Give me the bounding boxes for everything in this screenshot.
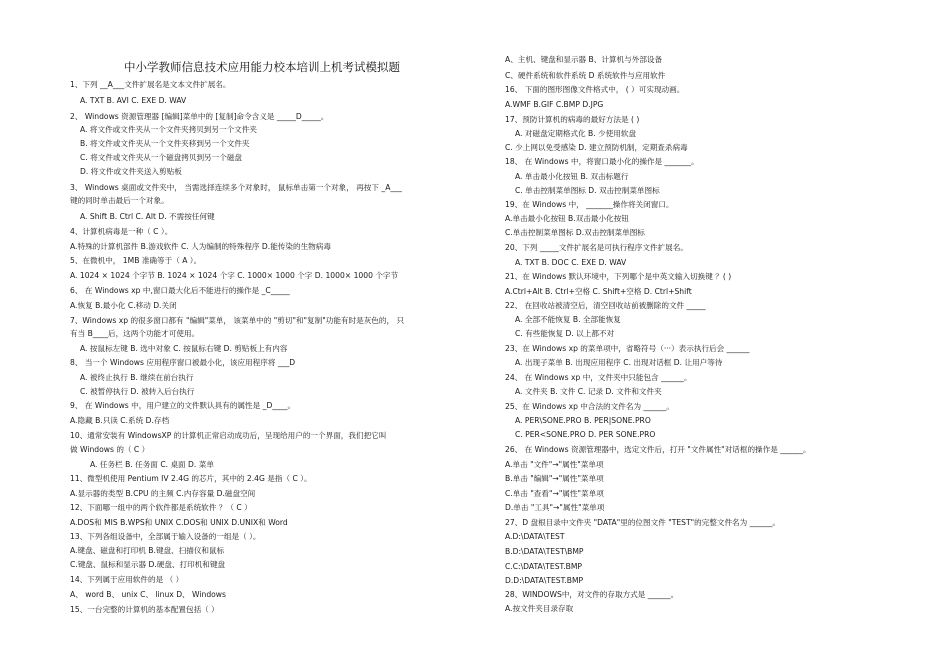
question-line: A.隐藏 B.只读 C.系统 D.存档 xyxy=(70,416,170,425)
question-line: C. 将文件或文件夹从一个磁盘拷贝到另一个磁盘 xyxy=(80,153,243,162)
question-line: B.单击 "编辑"→"属性"菜单项 xyxy=(505,474,604,483)
question-line: C.单击 "查看"→"属性"菜单项 xyxy=(505,489,604,498)
question-line: A.键盘、磁盘和打印机 B.键盘、扫描仪和鼠标 xyxy=(70,546,225,555)
question-line: A. Shift B. Ctrl C. Alt D. 不需按任何键 xyxy=(80,212,215,221)
question-line: 做 Windows 的（ C ） xyxy=(70,445,150,454)
question-line: 8、 当一个 Windows 应用程序窗口被最小化，该应用程序将 ___D xyxy=(70,358,296,367)
question-line: 19、在 Windows 中， _______操作将关闭窗口。 xyxy=(505,200,674,209)
question-line: 15、一台完整的计算机的基本配置包括（ ） xyxy=(70,605,219,614)
question-line: D.单击 "工具"→"属性"菜单项 xyxy=(505,503,605,512)
question-line: 18、 在 Windows 中，将窗口最小化的操作是 _______。 xyxy=(505,157,699,166)
question-line: 24、 在 Windows xp 中，文件夹中只能包含 ______。 xyxy=(505,373,692,382)
question-line: A.显示器的类型 B.CPU 的主频 C.内存容量 D.磁盘空间 xyxy=(70,489,256,498)
question-line: A.D:\DATA\TEST xyxy=(505,532,565,541)
question-line: A. 对磁盘定期格式化 B. 少使用软盘 xyxy=(515,129,637,138)
question-line: 21、在 Windows 默认环境中，下列哪个是中英文输入切换键 ？( ) xyxy=(505,272,732,281)
question-line: A.特殊的计算机部件 B.游戏软件 C. 人为编制的特殊程序 D.能传染的生物病毒 xyxy=(70,242,331,251)
question-line: C. 单击控制菜单图标 D. 双击控制菜单图标 xyxy=(515,186,660,195)
question-line: 有当 B____后，这两个功能才可使用。 xyxy=(70,329,200,338)
question-line: A.单击 "文件"→"属性"菜单项 xyxy=(505,460,604,469)
question-line: A、 word B、 unix C、 linux D、 Windows xyxy=(70,590,226,599)
question-line: 6、 在 Windows xp 中,窗口最大化后不能进行的操作是 _C_____ xyxy=(70,286,290,295)
question-line: 14、下列属于应用软件的是 （ ） xyxy=(70,575,184,584)
question-line: A. TXT B. AVI C. EXE D. WAV xyxy=(80,96,187,105)
question-line: A.Ctrl+Alt B. Ctrl+空格 C. Shift+空格 D. Ctrl+Shift xyxy=(505,287,692,296)
question-line: A. 全部不能恢复 B. 全部能恢复 xyxy=(515,315,621,324)
question-line: 3、 Windows 桌面或文件夹中， 当需选择连续多个对象时， 鼠标单击第一个对象， 再按下 _A___ xyxy=(70,183,402,192)
question-line: C. 少上网以免受感染 D. 建立预防机制，定期查杀病毒 xyxy=(505,143,688,152)
question-line: C. 被暂停执行 D. 被转入后台执行 xyxy=(80,387,195,396)
question-line: A.按文件夹目录存取 xyxy=(505,604,574,613)
question-line: A. 被终止执行 B. 继续在前台执行 xyxy=(80,373,194,382)
question-line: C. 有些能恢复 D. 以上都不对 xyxy=(515,329,615,338)
question-line: 23、在 Windows xp 的菜单项中，省略符号（···）表示执行后会 ______ xyxy=(505,344,750,353)
question-line: C、硬件系统和软件系统 D 系统软件与应用软件 xyxy=(505,71,666,80)
question-line: 2、 Windows 资源管理器 [编辑]菜单中的 [复制]命令含义是 _____D_____。 xyxy=(70,112,329,121)
question-line: A. 将文件或文件夹从一个文件夹拷贝到另一个文件夹 xyxy=(80,125,257,134)
question-line: 7、Windows xp 的很多窗口都有 "编辑"菜单， 该菜单中的 "剪切"和"复制"功能有时是灰色的， 只 xyxy=(70,316,405,325)
question-line: 25、在 Windows xp 中合法的文件名为 ______。 xyxy=(505,402,674,411)
question-line: A.单击最小化按钮 B.双击最小化按钮 xyxy=(505,214,629,223)
question-line: A. 1024 × 1024 个字节 B. 1024 × 1024 个字 C. 1000× 1000 个字 D. 1000× 1000 个字节 xyxy=(70,271,399,280)
question-line: 4、计算机病毒是一种（ C ）。 xyxy=(70,227,173,236)
question-line: 22、 在回收站被清空后，清空回收站前被删除的文件 _____ xyxy=(505,301,706,310)
question-line: 11、微型机使用 Pentium IV 2.4G 的芯片，其中的 2.4G 是指（ C ）。 xyxy=(70,474,312,483)
question-line: A. 文件夹 B. 文件 C. 记录 D. 文件和文件夹 xyxy=(515,387,662,396)
question-line: 1、下列 __A___文件扩展名是文本文件扩展名。 xyxy=(70,80,231,89)
question-line: D.D:\DATA\TEST.BMP xyxy=(505,576,584,585)
question-line: 键的同时单击最后一个对象。 xyxy=(70,196,169,205)
question-line: A.恢复 B.最小化 C.移动 D.关闭 xyxy=(70,301,177,310)
question-line: 9、 在 Windows 中，用户建立的文件默认具有的属性是 _D____。 xyxy=(70,401,296,410)
question-line: C.单击控制菜单图标 D.双击控制菜单图标 xyxy=(505,228,645,237)
question-line: A. 单击最小化按钮 B. 双击标题行 xyxy=(515,172,629,181)
question-line: 10、通常安装有 WindowsXP 的计算机正常启动成功后，呈现给用户的一个界面，我们把它叫 xyxy=(70,431,387,440)
question-line: 12、下面哪一组中的两个软件都是系统软件 ？（ C ） xyxy=(70,503,252,512)
question-line: B. 将文件或文件夹从一个文件夹移到另一个文件夹 xyxy=(80,139,250,148)
question-line: 13、下列各组设备中，全部属于输入设备的一组是（ ）。 xyxy=(70,532,261,541)
question-line: A.DOS和 MIS B.WPS和 UNIX C.DOS和 UNIX D.UNIX和 Word xyxy=(70,518,288,527)
question-line: A. TXT B. DOC C. EXE D. WAV xyxy=(515,258,627,267)
question-line: 26、 在 Windows 资源管理器中，选定文件后，打开 "文件属性"对话框的操作是 ______。 xyxy=(505,445,811,454)
question-line: A. PER\SONE.PRO B. PER|SONE.PRO xyxy=(515,416,651,425)
question-line: 27、D 盘根目录中文件夹 "DATA"里的位图文件 "TEST"的完整文件名为 ______。 xyxy=(505,518,781,527)
exam-title: 中小学教师信息技术应用能力校本培训上机考试模拟题 xyxy=(124,60,400,74)
question-line: A. 任务栏 B. 任务面 C. 桌面 D. 菜单 xyxy=(90,460,214,469)
question-line: A. 按鼠标左键 B. 选中对象 C. 按鼠标右键 D. 剪贴板上有内容 xyxy=(80,344,288,353)
question-line: A、主机、键盘和显示器 B、计算机与外部设备 xyxy=(505,55,663,64)
question-line: 20、下列 _____文件扩展名是可执行程序文件扩展名。 xyxy=(505,243,688,252)
question-line: A.WMF B.GIF C.BMP D.JPG xyxy=(505,100,604,109)
question-line: 16、 下面的图形图像文件格式中， ( ）可实现动画。 xyxy=(505,85,685,94)
question-line: C.键盘、鼠标和显示器 D.硬盘、打印机和键盘 xyxy=(70,560,226,569)
question-line: A. 出现子菜单 B. 出现应用程序 C. 出现对话框 D. 让用户等待 xyxy=(515,358,723,367)
question-line: C. PER<SONE.PRO D. PER SONE.PRO xyxy=(515,430,656,439)
question-line: 5、在微机中， 1MB 准确等于（ A ）。 xyxy=(70,256,202,265)
question-line: 17、预防计算机的病毒的最好方法是 ( ) xyxy=(505,115,640,124)
question-line: B.D:\DATA\TEST\BMP xyxy=(505,547,584,556)
question-line: D. 将文件或文件夹送入剪贴板 xyxy=(80,167,182,176)
question-line: C.C:\DATA\TEST.BMP xyxy=(505,562,583,571)
question-line: 28、WINDOWS中，对文件的存取方式是 ______。 xyxy=(505,590,679,599)
